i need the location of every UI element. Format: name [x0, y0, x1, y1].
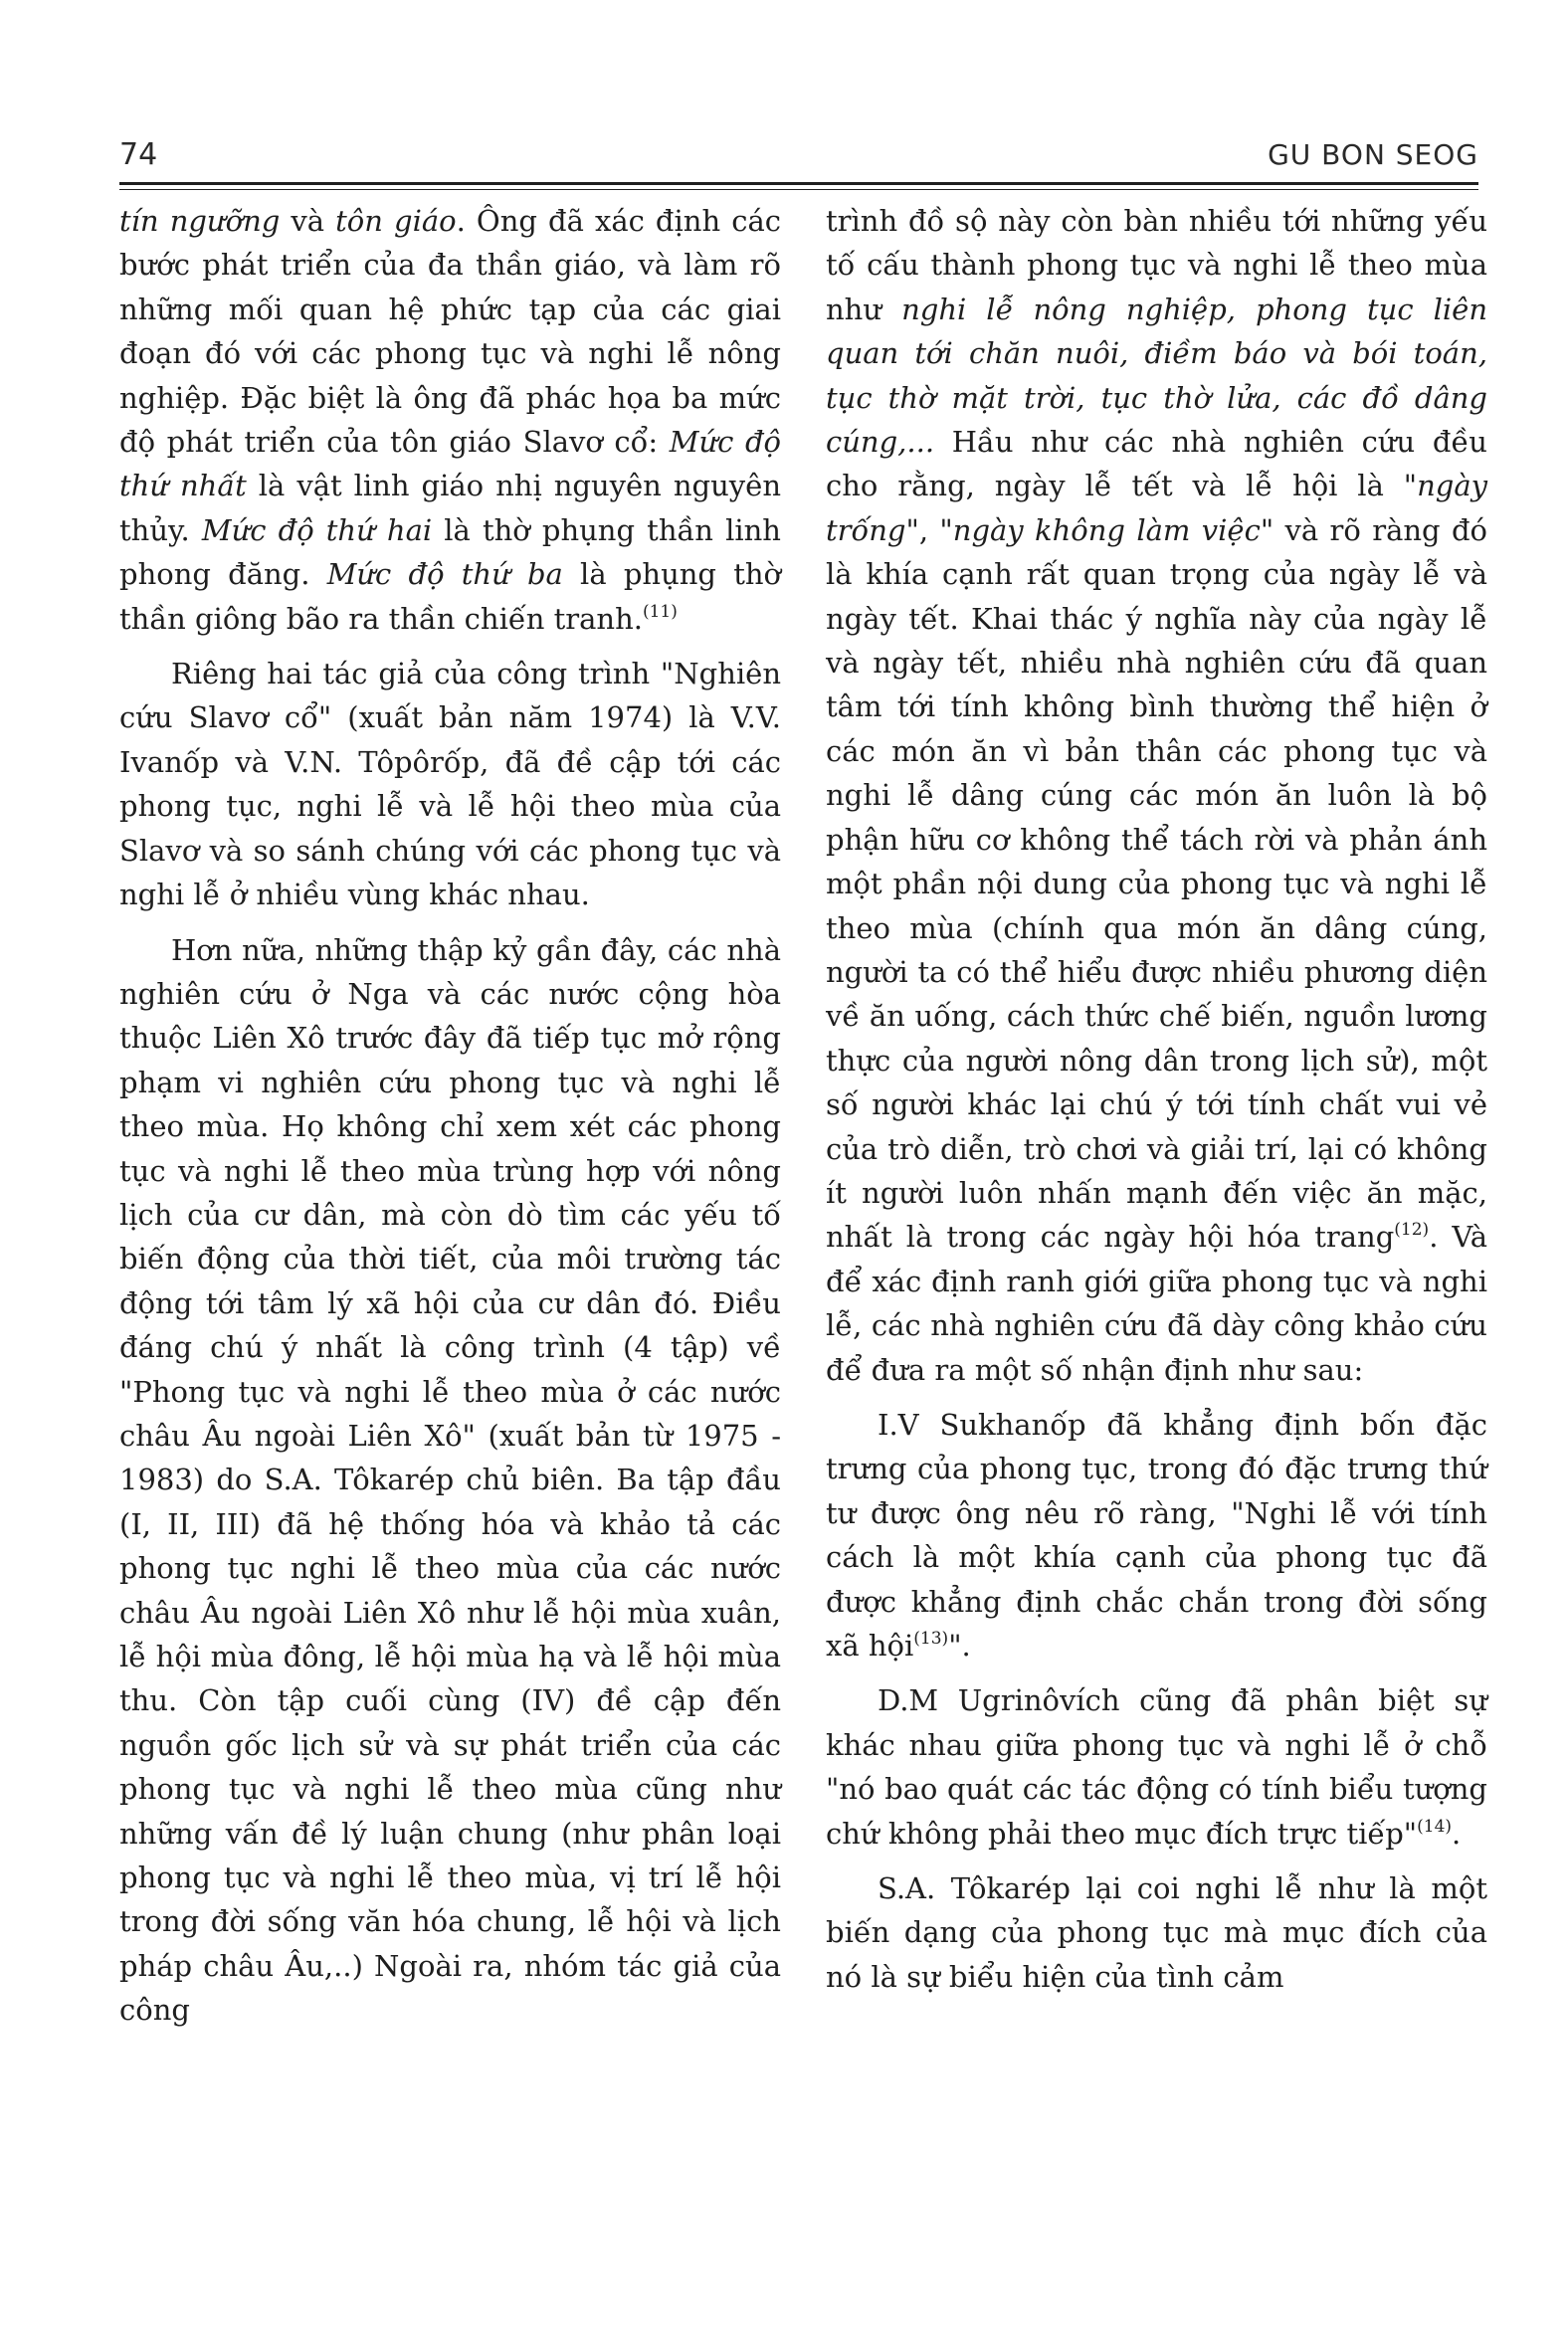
- header-rule-thick: [119, 182, 1478, 185]
- italic-term: nghi lễ nông nghiệp, phong tục liên quan tới chăn nuôi, điềm báo và bói toán, tục thờ mặt trời, tục thờ lửa, các đồ dâng cúng,...: [826, 292, 1488, 460]
- paragraph: [826, 1403, 1487, 1667]
- text-run: . Và để xác định ranh giới giữa phong tục và nghi lễ, các nhà nghiên cứu đã dày công khảo cứu để đưa ra một số nhận định như sau:: [826, 1220, 1487, 1387]
- text-run: là thờ phụng thần linh phong đăng.: [119, 512, 781, 592]
- footnote-marker: (11): [642, 601, 678, 622]
- text-run: và: [280, 204, 336, 238]
- italic-term: tín ngưỡng: [119, 204, 281, 238]
- paragraph: [826, 1678, 1487, 1856]
- text-run: là vật linh giáo nhị nguyên nguyên thủy.: [119, 469, 781, 547]
- italic-term: Mức độ thứ ba: [326, 557, 563, 592]
- page-header: [119, 135, 1478, 175]
- text-run: . Ông đã xác định các bước phát triển của đa thần giáo, và làm rõ những mối quan hệ phức tạp của các giai đoạn đó với các phong tục và nghi lễ nông nghiệp. Đặc biệt là ông đã phác họa ba mức độ phát triển của tôn giáo Slavơ cổ:: [119, 204, 781, 460]
- text-run: D.M Ugrinôvích cũng đã phân biệt sự khác nhau giữa phong tục và nghi lễ ở chỗ "nó bao quát các tác động có tính biểu tượng chứ không phải theo mục đích trực tiếp": [826, 1683, 1487, 1851]
- page-number: 74: [119, 137, 158, 172]
- left-column: [119, 199, 781, 2033]
- text-run: ", ": [905, 512, 953, 547]
- text-run: Hầu như các nhà nghiên cứu đều cho rằng, ngày lễ tết và lễ hội là ": [826, 425, 1487, 503]
- text-run: là phụng thờ thần giông bão ra thần chiến tranh.: [119, 557, 782, 636]
- italic-term: Mức độ thứ nhất: [119, 425, 781, 503]
- italic-term: Mức độ thứ hai: [201, 512, 433, 547]
- text-run: .: [1452, 1816, 1462, 1851]
- right-column: [826, 199, 1487, 1999]
- paragraph: Hơn nữa, những thập kỷ gần đây, các nhà nghiên cứu ở Nga và các nước cộng hòa thuộc Liên Xô trước đây đã tiếp tục mở rộng phạm vi nghiên cứu phong tục và nghi lễ theo mùa. Họ không chỉ xem xét các phong tục và nghi lễ theo mùa trùng hợp với nông lịch của cư dân, mà còn dò tìm các yếu tố biến động của thời tiết, của môi trường tác động tới tâm lý xã hội của cư dân đó. Điều đáng chú ý nhất là công trình (4 tập) về "Phong tục và nghi lễ theo mùa ở các nước châu Âu ngoài Liên Xô" (xuất bản từ 1975 - 1983) do S.A. Tôkarép chủ biên. Ba tập đầu (I, II, III) đã hệ thống hóa và khảo tả các phong tục nghi lễ theo mùa của các nước châu Âu ngoài Liên Xô như lễ hội mùa xuân, lễ hội mùa đông, lễ hội mùa hạ và lễ hội mùa thu. Còn tập cuối cùng (IV) đề cập đến nguồn gốc lịch sử và sự phát triển của các phong tục và nghi lễ theo mùa cũng như những vấn đề lý luận chung (như phân loại phong tục và nghi lễ theo mùa, vị trí lễ hội trong đời sống văn hóa chung, lễ hội và lịch pháp châu Âu,..) Ngoài ra, nhóm tác giả của công: [119, 932, 781, 2028]
- text-run: ".: [948, 1629, 971, 1663]
- italic-term: ngày trống: [826, 469, 1487, 547]
- running-head: GU BON SEOG: [1268, 138, 1478, 171]
- paragraph: [119, 199, 781, 641]
- footnote-marker: (13): [913, 1629, 949, 1649]
- paragraph: [826, 199, 1487, 1392]
- italic-term: ngày không làm việc: [952, 512, 1261, 547]
- paragraph: S.A. Tôkarép lại coi nghi lễ như là một biến dạng của phong tục mà mục đích của nó là sự biểu hiện của tình cảm: [826, 1871, 1487, 1994]
- footnote-marker: (12): [1394, 1220, 1430, 1241]
- paragraph: Riêng hai tác giả của công trình "Nghiên cứu Slavơ cổ" (xuất bản năm 1974) là V.V. Ivanốp và V.N. Tôpôrốp, đã đề cập tới các phong tục, nghi lễ và lễ hội theo mùa của Slavơ và so sánh chúng với các phong tục và nghi lễ ở nhiều vùng khác nhau.: [119, 657, 781, 912]
- italic-term: tôn giáo: [335, 204, 457, 238]
- footnote-marker: (14): [1417, 1816, 1453, 1837]
- text-run: trình đồ sộ này còn bàn nhiều tới những yếu tố cấu thành phong tục và nghi lễ theo mùa như: [826, 204, 1487, 326]
- text-run: " và rõ ràng đó là khía cạnh rất quan trọng của ngày lễ và ngày tết. Khai thác ý nghĩa này của ngày lễ và ngày tết, nhiều nhà nghiên cứu đã quan tâm tới tính không bình thường thể hiện ở các món ăn vì bản thân các phong tục và nghi lễ dâng cúng các món ăn luôn là bộ phận hữu cơ không thể tách rời và phản ánh một phần nội dung của phong tục và nghi lễ theo mùa (chính qua món ăn dâng cúng, người ta có thể hiểu được nhiều phương diện về ăn uống, cách thức chế biến, nguồn lương thực của người nông dân trong lịch sử), một số người khác lại chú ý tới tính chất vui vẻ của trò diễn, trò chơi và giải trí, lại có không ít người luôn nhấn mạnh đến việc ăn mặc, nhất là trong các ngày hội hóa trang: [826, 512, 1487, 1255]
- text-run: I.V Sukhanốp đã khẳng định bốn đặc trưng của phong tục, trong đó đặc trưng thứ tư được ông nêu rõ ràng, "Nghi lễ với tính cách là một khía cạnh của phong tục đã được khẳng định chắc chắn trong đời sống xã hội: [826, 1407, 1487, 1663]
- header-rule-thin: [119, 189, 1478, 190]
